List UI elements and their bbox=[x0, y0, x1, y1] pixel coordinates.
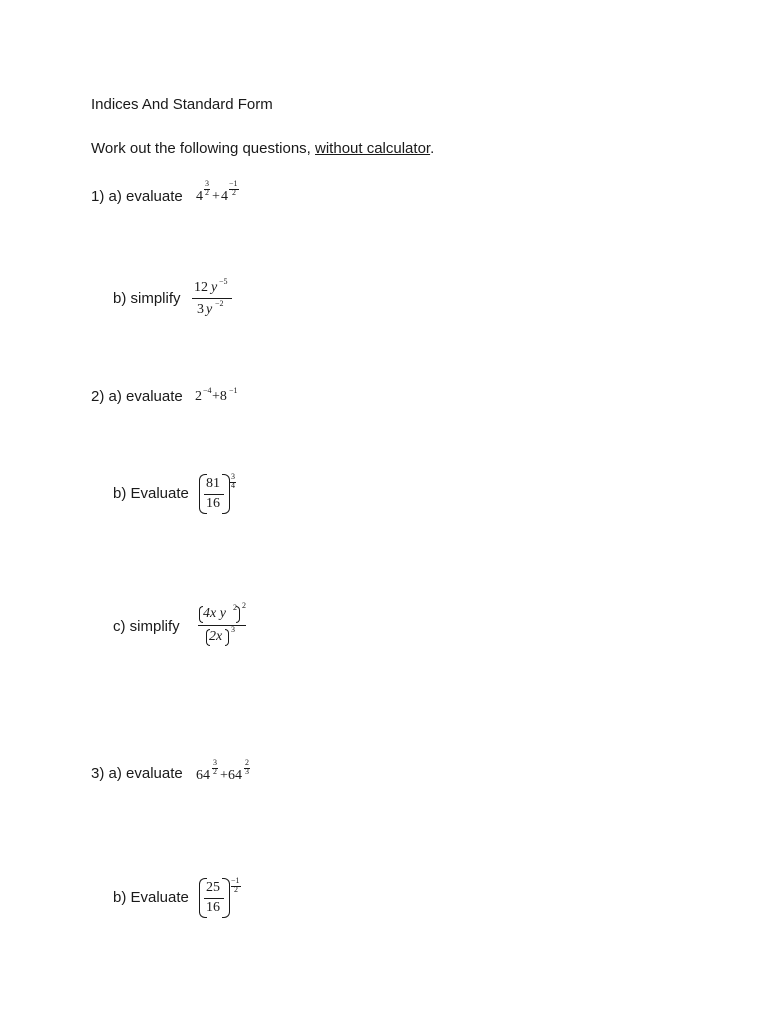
instruction bbox=[91, 139, 434, 159]
question-3b-label: b) Evaluate bbox=[113, 889, 189, 906]
question-1b-expression bbox=[191, 278, 241, 322]
q2b-exp-den: 4 bbox=[231, 481, 235, 490]
question-3a-expression bbox=[195, 758, 259, 790]
question-3a-label: 3) a) evaluate bbox=[91, 765, 183, 782]
q2b-den: 16 bbox=[206, 496, 220, 511]
q1a-exp1-den: 2 bbox=[205, 188, 209, 197]
q3a-base1: 64 bbox=[196, 768, 210, 783]
q2b-right-paren bbox=[222, 474, 230, 514]
q2c-num-outer-exp: 2 bbox=[242, 601, 246, 610]
q2c-fraction-bar bbox=[198, 625, 246, 626]
question-2c-label: c) simplify bbox=[113, 618, 180, 635]
instruction-emphasis: without calculator bbox=[315, 140, 431, 157]
q3b-fraction-bar bbox=[204, 898, 224, 899]
instruction-text: Work out the following questions, bbox=[91, 140, 316, 157]
q3b-right-paren bbox=[222, 878, 230, 918]
q2b-exp-num: 3 bbox=[231, 472, 235, 481]
question-2c-expression bbox=[197, 602, 253, 648]
q2c-num-inner-exp: 2 bbox=[233, 603, 237, 612]
question-2a-label: 2) a) evaluate bbox=[91, 388, 183, 405]
q2b-fraction-bar bbox=[204, 494, 224, 495]
q2a-base1: 2 bbox=[195, 389, 202, 404]
q3b-exp-num: −1 bbox=[231, 876, 240, 885]
instruction-end: . bbox=[430, 140, 435, 157]
q3b-num: 25 bbox=[206, 880, 220, 895]
q3a-exp2-den: 3 bbox=[245, 767, 249, 776]
q2a-plus-base2: +8 bbox=[212, 389, 227, 404]
question-2b-label: b) Evaluate bbox=[113, 485, 189, 502]
q3a-exp1-num: 3 bbox=[213, 758, 217, 767]
question-1a-label: 1) a) evaluate bbox=[91, 188, 183, 205]
q2c-den-right-paren bbox=[225, 629, 229, 646]
q1b-fraction-bar bbox=[192, 298, 232, 299]
q1a-exp2-num: −1 bbox=[229, 179, 238, 188]
question-2a-expression bbox=[195, 387, 255, 409]
page-title: Indices And Standard Form bbox=[91, 96, 273, 113]
q3a-exp1-den: 2 bbox=[213, 767, 217, 776]
q2c-den-outer-exp: 3 bbox=[231, 625, 235, 634]
q2a-exp2: −1 bbox=[229, 386, 238, 395]
q1b-den-exp: −2 bbox=[215, 299, 224, 308]
question-3b-expression bbox=[197, 876, 247, 920]
q1b-den-coef: 3 bbox=[197, 302, 204, 317]
question-1a-expression bbox=[194, 178, 254, 210]
q1a-plus: + bbox=[212, 189, 220, 204]
q2c-num-inner: 4x y bbox=[203, 606, 226, 621]
q1b-den-var: y bbox=[206, 302, 213, 317]
q3a-base2: 64 bbox=[228, 768, 242, 783]
q1b-num-exp: −5 bbox=[219, 277, 228, 286]
q1b-num-coef: 12 bbox=[194, 280, 208, 295]
q3a-plus: + bbox=[220, 768, 228, 783]
q3b-den: 16 bbox=[206, 900, 220, 915]
q1a-base1: 4 bbox=[196, 189, 203, 204]
q2a-exp1: −4 bbox=[203, 386, 212, 395]
question-2b-expression bbox=[197, 472, 245, 516]
q1a-exp2-den: 2 bbox=[232, 188, 236, 197]
q1a-base2: 4 bbox=[221, 189, 228, 204]
q1b-num-var: y bbox=[211, 280, 218, 295]
q3a-exp2-num: 2 bbox=[245, 758, 249, 767]
question-1b-label: b) simplify bbox=[113, 290, 181, 307]
q2c-num-right-paren bbox=[236, 606, 240, 623]
q2c-den-inner: 2x bbox=[209, 629, 223, 644]
q3b-exp-den: 2 bbox=[234, 885, 238, 894]
q2b-num: 81 bbox=[206, 476, 220, 491]
q1a-exp1-num: 3 bbox=[205, 179, 209, 188]
